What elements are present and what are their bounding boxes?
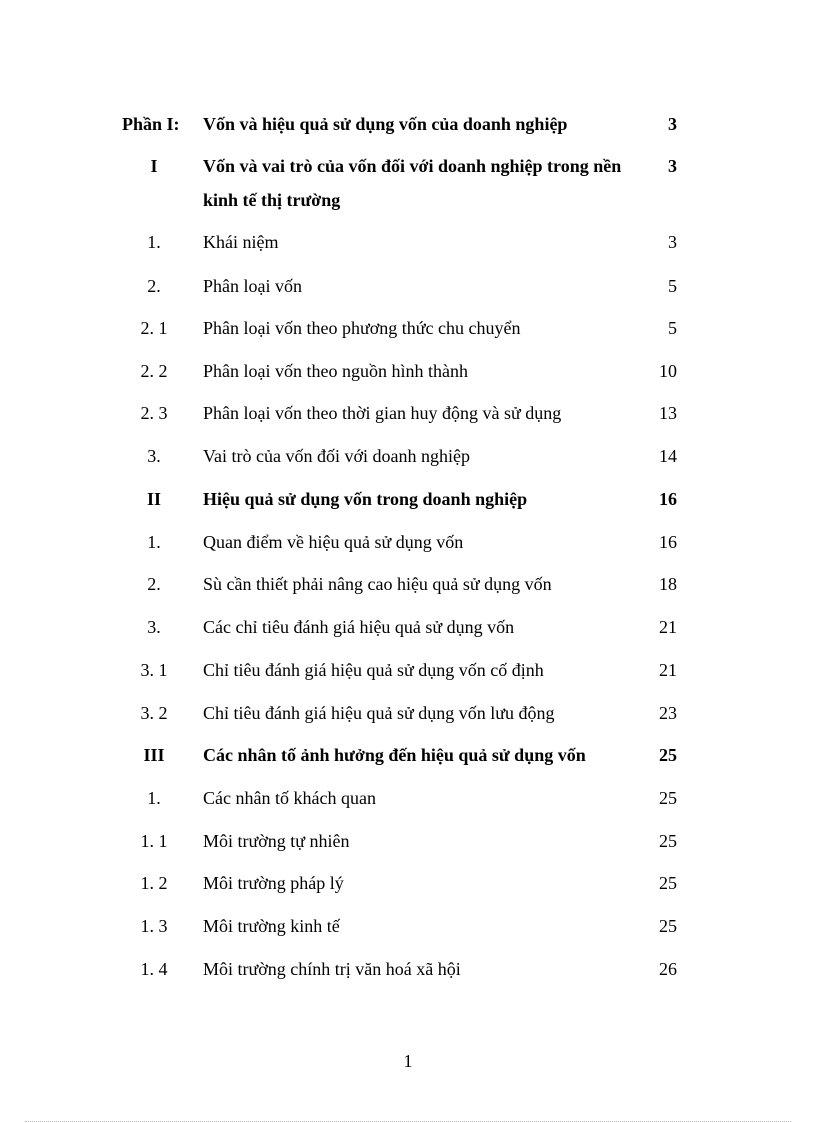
toc-row-title: Môi trường kinh tế [203,916,340,936]
toc-row-title: Các nhân tố ảnh hưởng đến hiệu quả sử dụng vốn [203,745,586,765]
toc-row-page: 5 [668,276,677,296]
toc-row-number: 1. [147,532,161,552]
toc-row-title: Môi trường pháp lý [203,873,344,893]
toc-row-number: III [143,745,165,765]
toc-row-title: Vốn và vai trò của vốn đối với doanh nghiệp trong nền kinh tế thị trường [203,156,622,210]
toc-row-page: 25 [659,873,677,893]
toc-row-page: 26 [659,959,677,979]
toc-row-number: 1. 1 [140,831,168,851]
toc-row-page: 25 [659,831,677,851]
toc-row-title: Phân loại vốn theo thời gian huy động và sử dụng [203,403,562,423]
toc-row-title: Phân loại vốn [203,276,302,296]
toc-row-title: Các chỉ tiêu đánh giá hiệu quả sử dụng vốn [203,617,515,637]
toc-row-number: II [146,489,161,509]
toc-row-title: Chỉ tiêu đánh giá hiệu quả sử dụng vốn lưu động [203,703,555,723]
toc-row-title: Phân loại vốn theo phương thức chu chuyển [203,318,521,338]
toc-row-number: 2. 3 [140,403,168,423]
toc-row-number: 2. [147,574,161,594]
toc-row-title: Các nhân tố khách quan [203,788,376,808]
toc-row-page: 3 [668,114,677,134]
toc-row-page: 25 [659,788,677,808]
toc-row-page: 16 [659,489,677,509]
toc-row-page: 25 [659,916,677,936]
toc-row-number: 1. [147,232,161,252]
toc-row-number: I [150,156,158,176]
toc-row-number: 3. 1 [140,660,168,680]
toc-row-title: Sù cần thiết phải nâng cao hiệu quả sử dụng vốn [203,574,552,594]
toc-row-number: 2. 2 [140,361,168,381]
toc-row-number: 2. 1 [140,318,168,338]
toc-row-number: 3. 2 [140,703,168,723]
toc-row-page: 3 [668,232,677,252]
toc-row-page: 14 [659,446,677,466]
toc-row-number: 3. [147,617,161,637]
toc-row-title: Vai trò của vốn đối với doanh nghiệp [203,446,470,466]
toc-row-title: Môi trường tự nhiên [203,831,350,851]
toc-row-title: Môi trường chính trị văn hoá xã hội [203,959,461,979]
page-bottom-divider [25,1121,791,1122]
toc-row-number: 2. [147,276,161,296]
toc-row-page: 18 [659,574,677,594]
toc-row-title: Hiệu quả sử dụng vốn trong doanh nghiệp [203,489,528,509]
toc-row-title: Quan điểm về hiệu quả sử dụng vốn [203,532,464,552]
toc-row-page: 3 [668,156,677,176]
toc-row-page: 25 [659,745,677,765]
toc-row-title: Khái niệm [203,232,279,252]
toc-row-title: Chỉ tiêu đánh giá hiệu quả sử dụng vốn cố định [203,660,544,680]
toc-row-number: 1. [147,788,161,808]
toc-row-page: 5 [668,318,677,338]
toc-row-page: 23 [659,703,677,723]
toc-row-page: 21 [659,660,677,680]
toc-row-number: 1. 4 [140,959,168,979]
toc-row-page: 16 [659,532,677,552]
toc-row-page: 21 [659,617,677,637]
toc-row-page: 10 [659,361,677,381]
toc-row-number: 1. 2 [140,873,168,893]
toc-row-title: Phân loại vốn theo nguồn hình thành [203,361,468,381]
toc-row-number: 1. 3 [140,916,168,936]
toc-row-number: Phần I: [122,114,180,134]
page-number: 1 [403,1051,413,1071]
toc-row-number: 3. [147,446,161,466]
toc-row-page: 13 [659,403,677,423]
toc-row-title: Vốn và hiệu quả sử dụng vốn của doanh nghiệp [203,114,568,134]
